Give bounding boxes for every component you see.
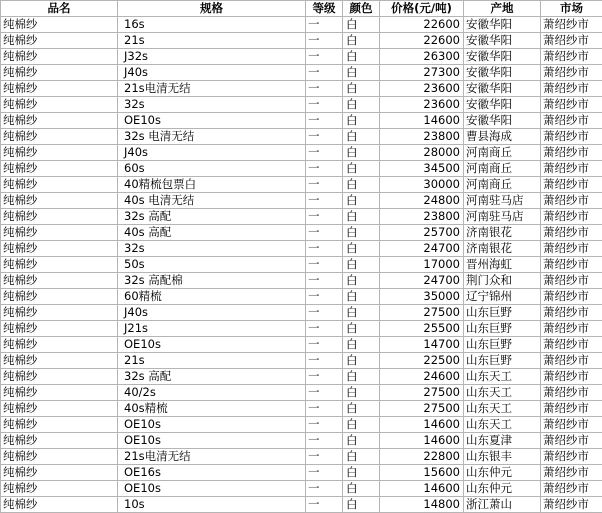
price-cell: 27500 <box>380 305 464 321</box>
specification-cell: 21s电清无结 <box>118 449 306 465</box>
origin-cell: 安徽华阳 <box>464 65 541 81</box>
price-cell: 15600 <box>380 465 464 481</box>
grade-cell: 一 <box>306 97 343 113</box>
grade-cell: 一 <box>306 257 343 273</box>
product-name-cell: 纯棉纱 <box>1 81 118 97</box>
market-cell: 萧绍纱市 <box>541 481 602 497</box>
origin-cell: 山东夏津 <box>464 433 541 449</box>
table-row <box>1 129 602 145</box>
table-row <box>1 369 602 385</box>
specification-cell: 32s 高配 <box>118 209 306 225</box>
specification-cell: 32s <box>118 97 306 113</box>
origin-cell: 山东巨野 <box>464 305 541 321</box>
market-cell: 萧绍纱市 <box>541 17 602 33</box>
color-cell: 白 <box>343 113 380 129</box>
price-cell: 22800 <box>380 449 464 465</box>
color-cell: 白 <box>343 129 380 145</box>
product-name-cell: 纯棉纱 <box>1 481 118 497</box>
origin-cell: 河南驻马店 <box>464 209 541 225</box>
table-row <box>1 257 602 273</box>
price-cell: 35000 <box>380 289 464 305</box>
market-cell: 萧绍纱市 <box>541 113 602 129</box>
color-cell: 白 <box>343 145 380 161</box>
header-specification: 规格 <box>118 1 306 17</box>
color-cell: 白 <box>343 433 380 449</box>
header-market: 市场 <box>541 1 602 17</box>
specification-cell: 32s 电清无结 <box>118 129 306 145</box>
table-row <box>1 17 602 33</box>
price-cell: 30000 <box>380 177 464 193</box>
specification-cell: 32s <box>118 241 306 257</box>
product-name-cell: 纯棉纱 <box>1 241 118 257</box>
header-color: 颜色 <box>343 1 380 17</box>
color-cell: 白 <box>343 97 380 113</box>
specification-cell: 60精梳 <box>118 289 306 305</box>
product-name-cell: 纯棉纱 <box>1 321 118 337</box>
table-row <box>1 225 602 241</box>
table-row <box>1 49 602 65</box>
origin-cell: 辽宁锦州 <box>464 289 541 305</box>
specification-cell: OE10s <box>118 481 306 497</box>
market-cell: 萧绍纱市 <box>541 257 602 273</box>
product-name-cell: 纯棉纱 <box>1 49 118 65</box>
price-cell: 14700 <box>380 337 464 353</box>
color-cell: 白 <box>343 369 380 385</box>
table-row <box>1 321 602 337</box>
color-cell: 白 <box>343 193 380 209</box>
origin-cell: 山东天工 <box>464 401 541 417</box>
origin-cell: 河南驻马店 <box>464 193 541 209</box>
color-cell: 白 <box>343 481 380 497</box>
grade-cell: 一 <box>306 193 343 209</box>
table-row <box>1 97 602 113</box>
color-cell: 白 <box>343 81 380 97</box>
specification-cell: 40s 高配 <box>118 225 306 241</box>
market-cell: 萧绍纱市 <box>541 321 602 337</box>
grade-cell: 一 <box>306 497 343 513</box>
grade-cell: 一 <box>306 337 343 353</box>
color-cell: 白 <box>343 305 380 321</box>
grade-cell: 一 <box>306 17 343 33</box>
price-cell: 27300 <box>380 65 464 81</box>
specification-cell: 10s <box>118 497 306 513</box>
product-name-cell: 纯棉纱 <box>1 417 118 433</box>
origin-cell: 安徽华阳 <box>464 81 541 97</box>
market-cell: 萧绍纱市 <box>541 449 602 465</box>
origin-cell: 河南商丘 <box>464 145 541 161</box>
color-cell: 白 <box>343 353 380 369</box>
table-row <box>1 481 602 497</box>
specification-cell: 21s电清无结 <box>118 81 306 97</box>
table-row <box>1 177 602 193</box>
specification-cell: 60s <box>118 161 306 177</box>
origin-cell: 晋州海虹 <box>464 257 541 273</box>
table-row <box>1 417 602 433</box>
product-name-cell: 纯棉纱 <box>1 449 118 465</box>
price-cell: 14600 <box>380 481 464 497</box>
table-row <box>1 465 602 481</box>
specification-cell: OE10s <box>118 417 306 433</box>
color-cell: 白 <box>343 417 380 433</box>
grade-cell: 一 <box>306 129 343 145</box>
specification-cell: J40s <box>118 305 306 321</box>
origin-cell: 山东巨野 <box>464 337 541 353</box>
origin-cell: 山东天工 <box>464 369 541 385</box>
market-cell: 萧绍纱市 <box>541 193 602 209</box>
product-name-cell: 纯棉纱 <box>1 337 118 353</box>
specification-cell: J32s <box>118 49 306 65</box>
market-cell: 萧绍纱市 <box>541 497 602 513</box>
color-cell: 白 <box>343 17 380 33</box>
price-cell: 26300 <box>380 49 464 65</box>
origin-cell: 山东天工 <box>464 385 541 401</box>
market-cell: 萧绍纱市 <box>541 225 602 241</box>
market-cell: 萧绍纱市 <box>541 145 602 161</box>
grade-cell: 一 <box>306 273 343 289</box>
specification-cell: 40精梳包票白 <box>118 177 306 193</box>
origin-cell: 山东天工 <box>464 417 541 433</box>
table-row <box>1 433 602 449</box>
market-cell: 萧绍纱市 <box>541 273 602 289</box>
color-cell: 白 <box>343 49 380 65</box>
price-cell: 24800 <box>380 193 464 209</box>
header-row <box>1 1 602 17</box>
grade-cell: 一 <box>306 321 343 337</box>
price-cell: 25700 <box>380 225 464 241</box>
market-cell: 萧绍纱市 <box>541 337 602 353</box>
color-cell: 白 <box>343 321 380 337</box>
table-row <box>1 33 602 49</box>
price-cell: 27500 <box>380 401 464 417</box>
price-cell: 14600 <box>380 417 464 433</box>
specification-cell: J21s <box>118 321 306 337</box>
market-cell: 萧绍纱市 <box>541 177 602 193</box>
market-cell: 萧绍纱市 <box>541 401 602 417</box>
specification-cell: 50s <box>118 257 306 273</box>
specification-cell: 40s 电清无结 <box>118 193 306 209</box>
product-name-cell: 纯棉纱 <box>1 225 118 241</box>
market-cell: 萧绍纱市 <box>541 369 602 385</box>
product-name-cell: 纯棉纱 <box>1 97 118 113</box>
product-name-cell: 纯棉纱 <box>1 17 118 33</box>
color-cell: 白 <box>343 401 380 417</box>
table-row <box>1 65 602 81</box>
table-row <box>1 273 602 289</box>
grade-cell: 一 <box>306 209 343 225</box>
header-grade: 等级 <box>306 1 343 17</box>
color-cell: 白 <box>343 497 380 513</box>
table-row <box>1 145 602 161</box>
market-cell: 萧绍纱市 <box>541 81 602 97</box>
product-name-cell: 纯棉纱 <box>1 369 118 385</box>
header-origin: 产地 <box>464 1 541 17</box>
origin-cell: 安徽华阳 <box>464 97 541 113</box>
grade-cell: 一 <box>306 161 343 177</box>
price-cell: 23600 <box>380 97 464 113</box>
market-cell: 萧绍纱市 <box>541 289 602 305</box>
color-cell: 白 <box>343 385 380 401</box>
color-cell: 白 <box>343 257 380 273</box>
table-row <box>1 193 602 209</box>
color-cell: 白 <box>343 273 380 289</box>
grade-cell: 一 <box>306 449 343 465</box>
market-cell: 萧绍纱市 <box>541 385 602 401</box>
price-cell: 28000 <box>380 145 464 161</box>
product-name-cell: 纯棉纱 <box>1 65 118 81</box>
origin-cell: 山东银丰 <box>464 449 541 465</box>
grade-cell: 一 <box>306 65 343 81</box>
header-price: 价格(元/吨) <box>380 1 464 17</box>
table-row <box>1 449 602 465</box>
origin-cell: 山东巨野 <box>464 353 541 369</box>
origin-cell: 安徽华阳 <box>464 17 541 33</box>
grade-cell: 一 <box>306 225 343 241</box>
grade-cell: 一 <box>306 145 343 161</box>
market-cell: 萧绍纱市 <box>541 97 602 113</box>
grade-cell: 一 <box>306 353 343 369</box>
table-row <box>1 289 602 305</box>
market-cell: 萧绍纱市 <box>541 65 602 81</box>
product-name-cell: 纯棉纱 <box>1 209 118 225</box>
price-cell: 34500 <box>380 161 464 177</box>
product-name-cell: 纯棉纱 <box>1 113 118 129</box>
market-cell: 萧绍纱市 <box>541 161 602 177</box>
origin-cell: 山东仲元 <box>464 465 541 481</box>
color-cell: 白 <box>343 225 380 241</box>
specification-cell: OE10s <box>118 113 306 129</box>
price-cell: 14600 <box>380 433 464 449</box>
table-row <box>1 161 602 177</box>
market-cell: 萧绍纱市 <box>541 305 602 321</box>
market-cell: 萧绍纱市 <box>541 241 602 257</box>
color-cell: 白 <box>343 161 380 177</box>
specification-cell: 32s 高配棉 <box>118 273 306 289</box>
market-cell: 萧绍纱市 <box>541 49 602 65</box>
table-row <box>1 401 602 417</box>
price-cell: 14600 <box>380 113 464 129</box>
product-name-cell: 纯棉纱 <box>1 401 118 417</box>
product-name-cell: 纯棉纱 <box>1 257 118 273</box>
color-cell: 白 <box>343 241 380 257</box>
specification-cell: OE10s <box>118 337 306 353</box>
origin-cell: 山东巨野 <box>464 321 541 337</box>
grade-cell: 一 <box>306 305 343 321</box>
grade-cell: 一 <box>306 289 343 305</box>
market-cell: 萧绍纱市 <box>541 129 602 145</box>
specification-cell: OE10s <box>118 433 306 449</box>
grade-cell: 一 <box>306 369 343 385</box>
table-row <box>1 497 602 513</box>
specification-cell: OE16s <box>118 465 306 481</box>
product-name-cell: 纯棉纱 <box>1 497 118 513</box>
product-name-cell: 纯棉纱 <box>1 289 118 305</box>
price-cell: 23800 <box>380 129 464 145</box>
price-cell: 14800 <box>380 497 464 513</box>
table-row <box>1 305 602 321</box>
market-cell: 萧绍纱市 <box>541 33 602 49</box>
origin-cell: 曹县海成 <box>464 129 541 145</box>
product-name-cell: 纯棉纱 <box>1 305 118 321</box>
product-name-cell: 纯棉纱 <box>1 273 118 289</box>
product-name-cell: 纯棉纱 <box>1 145 118 161</box>
grade-cell: 一 <box>306 401 343 417</box>
price-cell: 24700 <box>380 273 464 289</box>
origin-cell: 浙江萧山 <box>464 497 541 513</box>
color-cell: 白 <box>343 65 380 81</box>
origin-cell: 山东仲元 <box>464 481 541 497</box>
specification-cell: 21s <box>118 353 306 369</box>
product-name-cell: 纯棉纱 <box>1 177 118 193</box>
table-body <box>1 17 602 513</box>
table-row <box>1 113 602 129</box>
grade-cell: 一 <box>306 81 343 97</box>
market-cell: 萧绍纱市 <box>541 433 602 449</box>
origin-cell: 河南商丘 <box>464 161 541 177</box>
grade-cell: 一 <box>306 465 343 481</box>
grade-cell: 一 <box>306 385 343 401</box>
table-row <box>1 385 602 401</box>
grade-cell: 一 <box>306 417 343 433</box>
product-name-cell: 纯棉纱 <box>1 433 118 449</box>
price-cell: 24600 <box>380 369 464 385</box>
product-name-cell: 纯棉纱 <box>1 33 118 49</box>
product-name-cell: 纯棉纱 <box>1 129 118 145</box>
color-cell: 白 <box>343 465 380 481</box>
table-row <box>1 81 602 97</box>
table-row <box>1 241 602 257</box>
market-cell: 萧绍纱市 <box>541 465 602 481</box>
color-cell: 白 <box>343 177 380 193</box>
grade-cell: 一 <box>306 113 343 129</box>
market-cell: 萧绍纱市 <box>541 417 602 433</box>
color-cell: 白 <box>343 337 380 353</box>
product-name-cell: 纯棉纱 <box>1 465 118 481</box>
specification-cell: 21s <box>118 33 306 49</box>
specification-cell: 16s <box>118 17 306 33</box>
market-cell: 萧绍纱市 <box>541 209 602 225</box>
color-cell: 白 <box>343 33 380 49</box>
grade-cell: 一 <box>306 33 343 49</box>
header-product-name: 品名 <box>1 1 118 17</box>
market-cell: 萧绍纱市 <box>541 353 602 369</box>
origin-cell: 安徽华阳 <box>464 113 541 129</box>
origin-cell: 河南商丘 <box>464 177 541 193</box>
table-row <box>1 337 602 353</box>
color-cell: 白 <box>343 209 380 225</box>
price-cell: 22600 <box>380 33 464 49</box>
grade-cell: 一 <box>306 177 343 193</box>
table-row <box>1 353 602 369</box>
color-cell: 白 <box>343 449 380 465</box>
grade-cell: 一 <box>306 433 343 449</box>
price-cell: 23600 <box>380 81 464 97</box>
origin-cell: 安徽华阳 <box>464 33 541 49</box>
specification-cell: J40s <box>118 145 306 161</box>
grade-cell: 一 <box>306 481 343 497</box>
product-name-cell: 纯棉纱 <box>1 161 118 177</box>
price-cell: 22600 <box>380 17 464 33</box>
table-row <box>1 209 602 225</box>
grade-cell: 一 <box>306 49 343 65</box>
color-cell: 白 <box>343 289 380 305</box>
specification-cell: 40/2s <box>118 385 306 401</box>
origin-cell: 济南银花 <box>464 225 541 241</box>
price-cell: 25500 <box>380 321 464 337</box>
grade-cell: 一 <box>306 241 343 257</box>
product-name-cell: 纯棉纱 <box>1 193 118 209</box>
origin-cell: 荆门众和 <box>464 273 541 289</box>
specification-cell: 32s 高配 <box>118 369 306 385</box>
specification-cell: J40s <box>118 65 306 81</box>
origin-cell: 安徽华阳 <box>464 49 541 65</box>
price-cell: 22500 <box>380 353 464 369</box>
origin-cell: 济南银花 <box>464 241 541 257</box>
product-name-cell: 纯棉纱 <box>1 385 118 401</box>
price-cell: 17000 <box>380 257 464 273</box>
product-name-cell: 纯棉纱 <box>1 353 118 369</box>
price-cell: 23800 <box>380 209 464 225</box>
price-cell: 27500 <box>380 385 464 401</box>
specification-cell: 40s精梳 <box>118 401 306 417</box>
price-cell: 24700 <box>380 241 464 257</box>
